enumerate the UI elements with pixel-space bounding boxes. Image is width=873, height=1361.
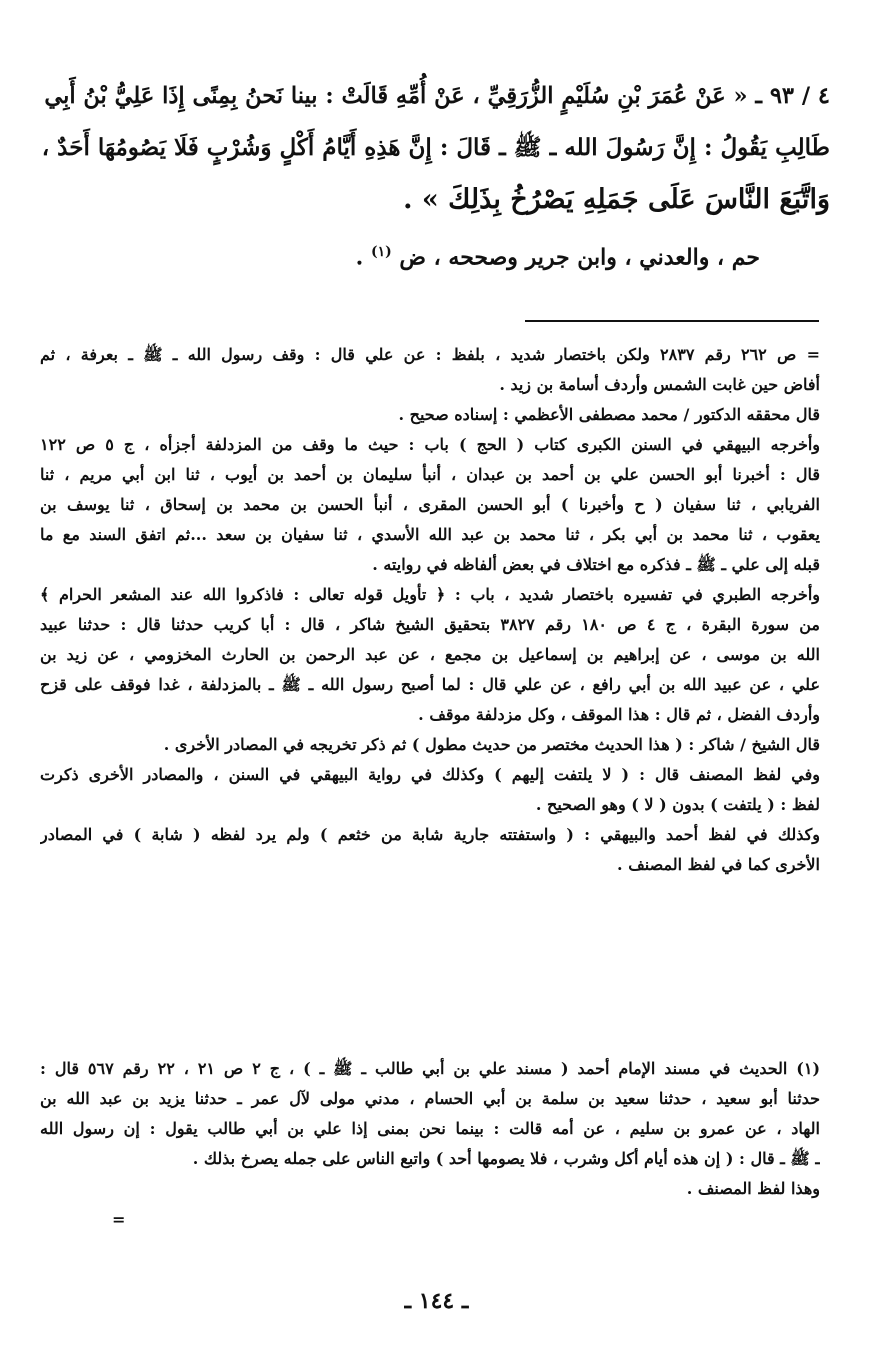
note-line: قال محققه الدكتور / محمد مصطفى الأعظمي : إسناده صحيح . (398, 405, 820, 424)
note-line: يعقوب ، ثنا محمد بن أبي بكر ، ثنا محمد بن عبد الله الأسدي ، ثنا سفيان بن سعد ...ثم اتفق السند مع ما (40, 525, 820, 544)
hadith-line-1: ٤ / ٩٣ ـ « عَنْ عُمَرَ بْنِ سُلَيْمٍ الزُّرَقِيِّ ، عَنْ أُمِّهِ قَالَتْ : بينا نَحنُ بِمِنًى إِذَا عَلِيُّ بْنُ أَبِي (44, 83, 830, 109)
continuation-mark: = (112, 1210, 126, 1229)
page-number: ـ ١٤٤ ـ (404, 1288, 469, 1314)
footnote-line: ـ ﷺ ـ قال : ( إن هذه أيام أكل وشرب ، فلا يصومها أحد ) واتبع الناس على جمله يصرخ بذلك . (192, 1149, 820, 1168)
footnote-reference: (١) (370, 244, 392, 260)
note-line: الأخرى كما في لفظ المصنف . (617, 855, 820, 874)
footnote-line: وهذا لفظ المصنف . (686, 1179, 820, 1198)
note-line: وأخرجه البيهقي في السنن الكبرى كتاب ( الحج ) باب : حيث ما وقف من المزدلفة أجزأه ، ج ٥ ص ١٢٢ (40, 435, 820, 454)
hadith-sources (40, 232, 760, 277)
note-line: = ص ٢٦٢ رقم ٢٨٣٧ ولكن باختصار شديد ، بلفظ : عن علي قال : وقف رسول الله ـ ﷺ ـ بعرفة ، ثم (40, 345, 820, 364)
note-line: قال الشيخ / شاكر : ( هذا الحديث مختصر من حديث مطول ) ثم ذكر تخريجه في المصادر الأخرى . (163, 735, 820, 754)
footnote-1-block (40, 1054, 820, 1204)
note-line: الله بن موسى ، عن إبراهيم بن إسماعيل بن مجمع ، عن عبد الرحمن بن الحارث المخزومي ، عن زيد بن (40, 645, 820, 664)
note-line: وأردف الفضل ، ثم قال : هذا الموقف ، وكل مزدلفة موقف . (418, 705, 820, 724)
hadith-line-2: طَالِبِ يَقُولُ : إِنَّ رَسُولَ الله ـ ﷺ ـ قَالَ : إِنَّ هَذِهِ أَيَّامُ أَكْلٍ وَشُرْبٍ فَلَا يَصُومُهَا أَحَدٌ ، (41, 134, 830, 161)
hadith-line-3: وَاتَّبَعَ النَّاسَ عَلَى جَمَلِهِ يَصْرُخُ بِذَلِكَ » . (403, 184, 830, 215)
note-line: قبله إلى علي ـ ﷺ ـ فذكره مع اختلاف في بعض ألفاظه في روايته . (372, 555, 820, 574)
note-line: أفاض حين غابت الشمس وأردف أسامة بن زيد . (499, 375, 820, 394)
note-line: وكذلك في لفظ أحمد والبيهقي : ( واستفتته جارية شابة من خثعم ) ولم يرد لفظه ( شابة ) في المصادر (40, 825, 820, 844)
note-line: لفظ : ( يلتفت ) بدون ( لا ) وهو الصحيح . (535, 795, 820, 814)
footnote-line: (١) الحديث في مسند الإمام أحمد ( مسند علي بن أبي طالب ـ ﷺ ـ ) ، ج ٢ ص ٢١ ، ٢٢ رقم ٥٦٧ قال : (40, 1059, 820, 1078)
sources-end: . (355, 244, 364, 271)
hadith-text-block (40, 70, 830, 226)
note-line: الفريابي ، ثنا سفيان ( ح وأخبرنا ) أبو الحسن المقرى ، أنبأ الحسن بن محمد بن إسحاق ، ثنا يوسف بن (40, 495, 820, 514)
sources-text: حم ، والعدني ، وابن جرير وصححه ، ض (399, 244, 760, 271)
note-line: قال : أخبرنا أبو الحسن علي بن أحمد بن عبدان ، أنبأ سليمان بن أحمد بن أيوب ، ثنا ابن أبي مريم ، ثنا (40, 465, 820, 484)
footnote-line: الهاد ، عن عمرو بن سليم ، عن أمه قالت : بينما نحن بمنى إذا علي بن أبي طالب يقول : إن رسول الله (40, 1119, 820, 1138)
footnote-line: حدثنا أبو سعيد ، حدثنا سعيد بن سلمة بن أبي الحسام ، مدني مولى لآل عمر ـ حدثنا يزيد بن عبد الله بن (40, 1089, 820, 1108)
footnote-divider (525, 320, 819, 322)
note-line: من سورة البقرة ، ج ٤ ص ١٨٠ رقم ٣٨٢٧ بتحقيق الشيخ شاكر ، قال : أبا كريب حدثنا قال : حدثنا عبيد (40, 615, 820, 634)
note-line: وأخرجه الطبري في تفسيره باختصار شديد ، باب : ﴿ تأويل قوله تعالى : فاذكروا الله عند المشعر الحرام ﴾ (40, 585, 820, 604)
note-line: وفي لفظ المصنف قال : ( لا يلتفت إليهم ) وكذلك في رواية البيهقي في السنن ، والمصادر الأخرى ذكرت (40, 765, 820, 784)
footnote-notes-block (40, 340, 820, 880)
note-line: علي ، عن عبيد الله بن أبي رافع ، عن علي قال : لما أصبح رسول الله ـ ﷺ ـ بالمزدلفة ، غدا فوقف على قزح (40, 675, 820, 694)
